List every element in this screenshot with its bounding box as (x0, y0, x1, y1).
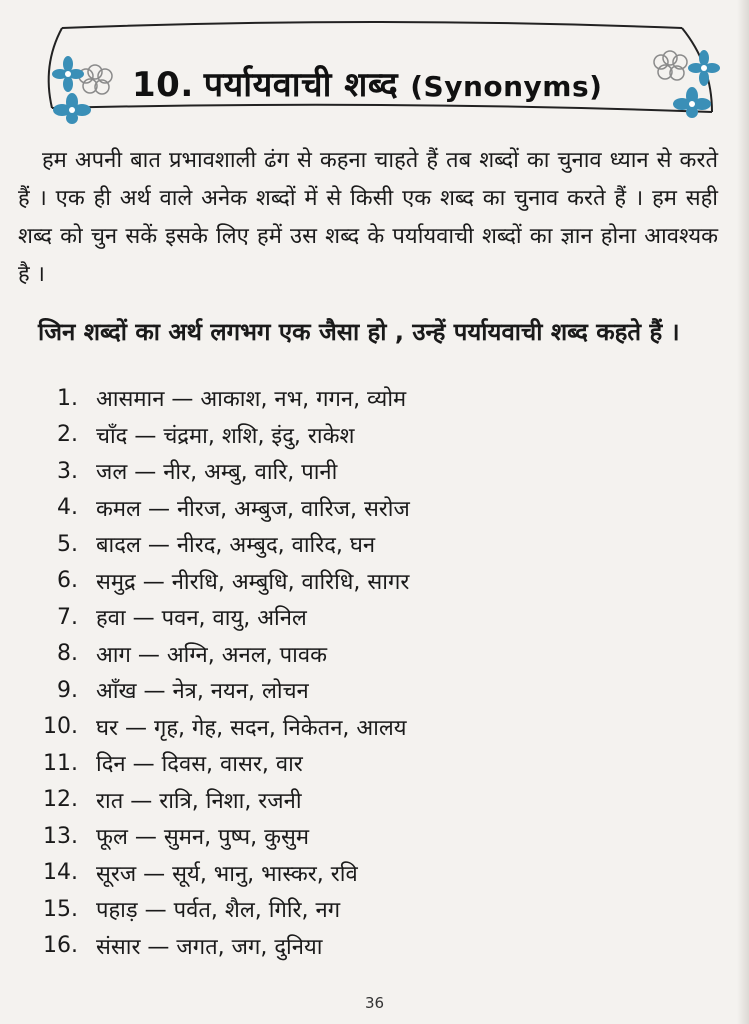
list-item (34, 563, 714, 600)
list-item-text: घर — गृह, गेह, सदन, निकेतन, आलय (96, 715, 407, 741)
list-item-number: 8. (57, 641, 78, 667)
list-item (34, 490, 714, 527)
list-item-text: रात — रात्रि, निशा, रजनी (96, 788, 302, 814)
list-item (34, 928, 714, 965)
list-item (34, 380, 714, 417)
list-item-number: 16. (43, 933, 78, 959)
list-item (34, 855, 714, 892)
list-item-number: 9. (57, 677, 78, 703)
list-item-text: आसमान — आकाश, नभ, गगन, व्योम (96, 387, 407, 413)
definition-paragraph: जिन शब्दों का अर्थ लगभग एक जैसा हो , उन्हें पर्यायवाची शब्द कहते हैं । (38, 318, 680, 346)
list-item (34, 891, 714, 928)
flower-ornament-icon (50, 54, 120, 124)
list-item-number: 11. (43, 750, 78, 776)
list-item (34, 636, 714, 673)
list-item-number: 14. (43, 860, 78, 886)
list-item-number: 4. (57, 495, 78, 521)
intro-paragraph: हम अपनी बात प्रभावशाली ढंग से कहना चाहते हैं तब शब्दों का चुनाव ध्यान से करते हैं । एक ही अर्थ वाले अनेक शब्दों में से किसी एक शब्द का चुनाव करते हैं । हम सही शब्द को चुन सकें इसके लिए हमें उस शब्द के पर्यायवाची शब्दों का ज्ञान होना आवश्यक है । (18, 148, 718, 287)
list-item-number: 13. (43, 823, 78, 849)
list-item (34, 709, 714, 746)
list-item-text: दिन — दिवस, वासर, वार (96, 752, 303, 778)
list-item-text: पहाड़ — पर्वत, शैल, गिरि, नग (96, 898, 341, 924)
synonym-list (34, 380, 714, 964)
list-item-text: बादल — नीरद, अम्बुद, वारिद, घन (96, 533, 376, 559)
list-item-number: 7. (57, 604, 78, 630)
chapter-number: 10. (132, 65, 194, 105)
list-item-text: जल — नीर, अम्बु, वारि, पानी (96, 460, 338, 486)
page-number: 36 (364, 994, 385, 1012)
list-item (34, 745, 714, 782)
list-item (34, 453, 714, 490)
chapter-title-english: (Synonyms) (410, 70, 603, 103)
list-item-number: 3. (57, 458, 78, 484)
list-item-number: 6. (57, 568, 78, 594)
flower-ornament-icon (652, 44, 722, 119)
chapter-title (132, 60, 602, 106)
list-item (34, 417, 714, 454)
list-item-number: 5. (57, 531, 78, 557)
list-item-number: 10. (43, 714, 78, 740)
list-item (34, 672, 714, 709)
list-item-text: संसार — जगत, जग, दुनिया (96, 934, 323, 960)
list-item (34, 782, 714, 819)
list-item-number: 12. (43, 787, 78, 813)
list-item-text: समुद्र — नीरधि, अम्बुधि, वारिधि, सागर (96, 569, 410, 595)
list-item-text: सूरज — सूर्य, भानु, भास्कर, रवि (96, 861, 358, 887)
list-item-number: 15. (43, 896, 78, 922)
list-item-text: कमल — नीरज, अम्बुज, वारिज, सरोज (96, 496, 410, 522)
list-item-number: 1. (57, 385, 78, 411)
chapter-title-banner (22, 20, 722, 115)
list-item-text: आग — अग्नि, अनल, पावक (96, 642, 327, 668)
chapter-title-hindi: पर्यायवाची शब्द (203, 65, 399, 105)
list-item-number: 2. (57, 422, 78, 448)
page-edge (737, 0, 749, 1024)
list-item (34, 599, 714, 636)
list-item-text: चाँद — चंद्रमा, शशि, इंदु, राकेश (96, 423, 355, 449)
list-item (34, 526, 714, 563)
list-item-text: फूल — सुमन, पुष्प, कुसुम (96, 825, 310, 851)
list-item-text: हवा — पवन, वायु, अनिल (96, 606, 307, 632)
list-item (34, 818, 714, 855)
list-item-text: आँख — नेत्र, नयन, लोचन (96, 679, 309, 705)
